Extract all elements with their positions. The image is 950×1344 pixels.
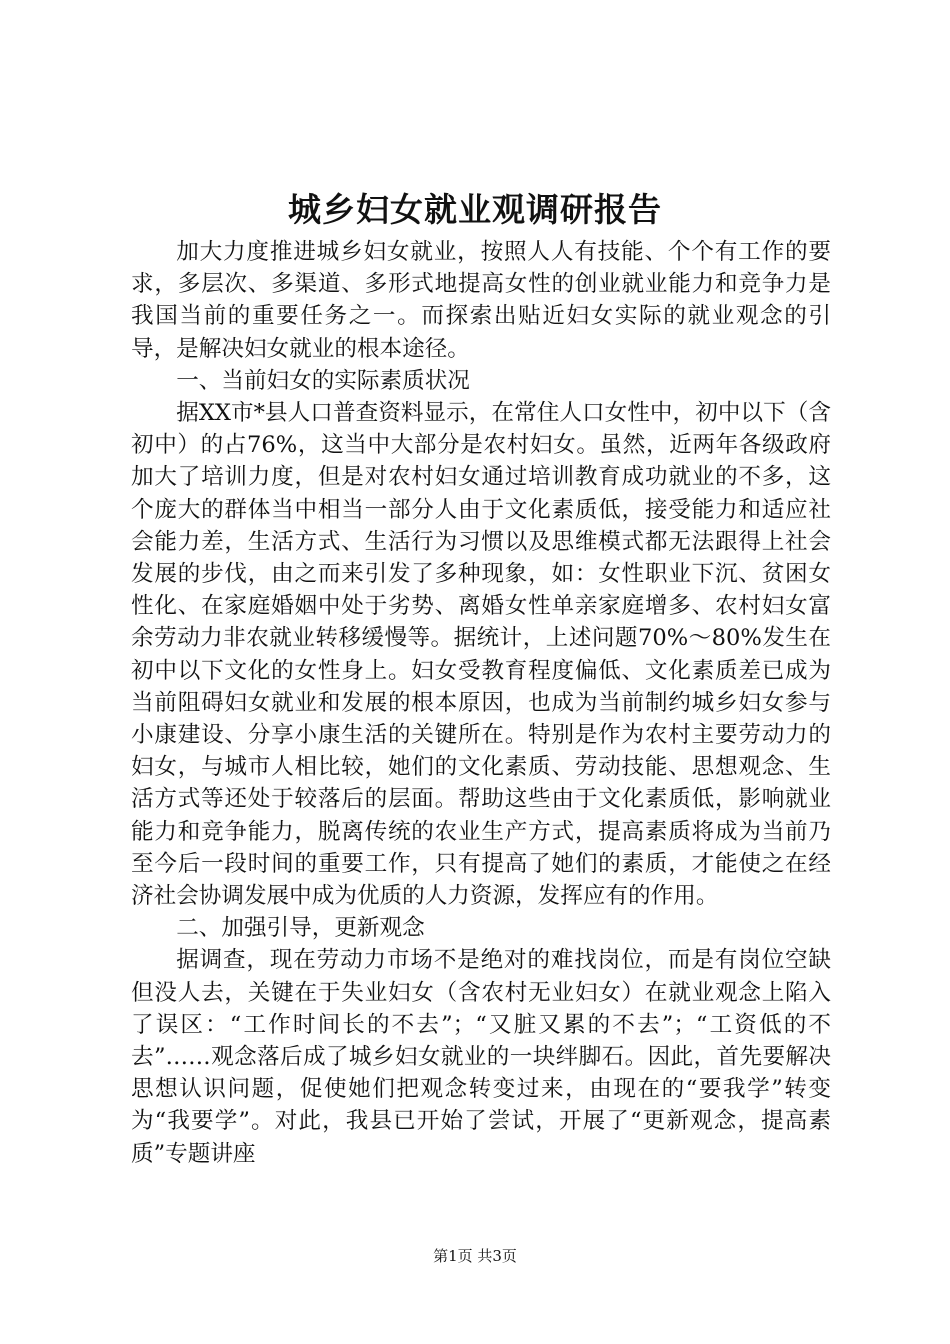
document-body xyxy=(131,236,831,1170)
section-heading-2: 二、加强引导，更新观念 xyxy=(176,915,425,942)
section-heading-1: 一、当前妇女的实际素质状况 xyxy=(176,367,470,394)
section-2-paragraph: 据调查，现在劳动力市场不是绝对的难找岗位，而是有岗位空缺但没人去，关键在于失业妇女（含农村无业妇女）在就业观念上陷入了误区：“工作时间长的不去”；“又脏又累的不去”；“工资低的不去”……观念落后成了城乡妇女就业的一块绊脚石。因此，首先要解决思想认识问题，促使她们把观念转变过来，由现在的“要我学”转变为“我要学”。对此，我县已开始了尝试，开展了“更新观念，提高素质”专题讲座 xyxy=(131,947,831,1167)
intro-paragraph: 加大力度推进城乡妇女就业，按照人人有技能、个个有工作的要求，多层次、多渠道、多形式地提高女性的创业就业能力和竞争力是我国当前的重要任务之一。而探索出贴近妇女实际的就业观念的引导，是解决妇女就业的根本途径。 xyxy=(131,239,831,362)
page-footer: 第1页 共3页 xyxy=(433,1247,517,1265)
section-1-paragraph: 据XX市*县人口普查资料显示，在常住人口女性中，初中以下（含初中）的占76%，这当中大部分是农村妇女。虽然，近两年各级政府加大了培训力度，但是对农村妇女通过培训教育成功就业的不多，这个庞大的群体当中相当一部分人由于文化素质低，接受能力和适应社会能力差，生活方式、生活行为习惯以及思维模式都无法跟得上社会发展的步伐，由之而来引发了多种现象，如：女性职业下沉、贫困女性化、在家庭婚姻中处于劣势、离婚女性单亲家庭增多、农村妇女富余劳动力非农就业转移缓慢等。据统计，上述问题70%～80%发生在初中以下文化的女性身上。妇女受教育程度偏低、文化素质差已成为当前阻碍妇女就业和发展的根本原因，也成为当前制约城乡妇女参与小康建设、分享小康生活的关键所在。特别是作为农村主要劳动力的妇女，与城市人相比较，她们的文化素质、劳动技能、思想观念、生活方式等还处于较落后的层面。帮助这些由于文化素质低，影响就业能力和竞争能力，脱离传统的农业生产方式，提高素质将成为当前乃至今后一段时间的重要工作，只有提高了她们的素质，才能使之在经济社会协调发展中成为优质的人力资源，发挥应有的作用。 xyxy=(131,400,831,910)
page-title: 城乡妇女就业观调研报告 xyxy=(288,190,662,229)
